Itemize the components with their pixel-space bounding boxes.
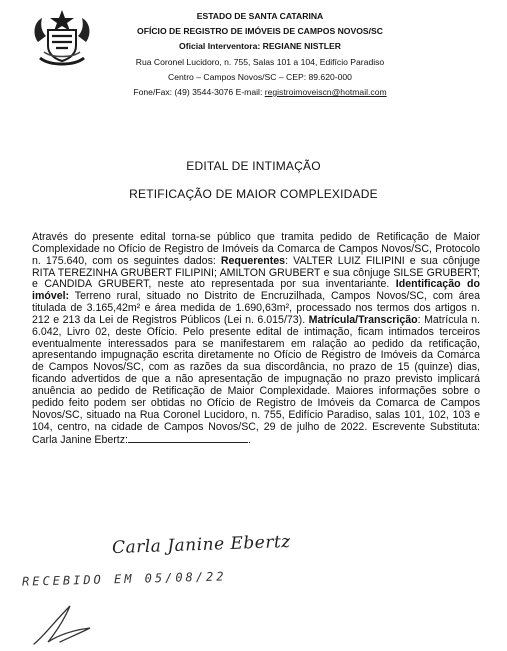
rubric-scribble-icon: [30, 600, 100, 648]
handwritten-signature: Carla Janine Ebertz: [111, 531, 292, 559]
body-identificacao: Terreno rural, situado no Distrito de Encruzilhada, Campos Novos/SC, com área titulada de 3.165,42m² e área medida de 1.690,63m², processado nos termos dos artigos n. 212 e 213 da Lei de Registros Públicos (Lei n. 6.015/73).: [32, 290, 480, 326]
header-interventor: Oficial Interventora: REGIANE NISTLER: [179, 41, 341, 51]
body-requerentes: : VALTER LUIZ FILIPINI e sua cônjuge RITA TEREZINHA GRUBERT FILIPINI; AMILTON GRUBERT e sua cônjuge SILSE GRUBERT; e CANDIDA GRUBERT, neste ato representada por sua inventariante.: [32, 254, 480, 291]
requerentes-label: Requerentes: [220, 254, 286, 267]
document-title: EDITAL DE INTIMAÇÃO: [186, 159, 321, 173]
header-email-link[interactable]: registroimoveiscn@hotmail.com: [264, 87, 387, 97]
edital-body: [32, 232, 480, 447]
state-coat-of-arms-icon: [30, 8, 94, 70]
body-end: .: [247, 434, 251, 447]
received-stamp-note: RECEBIDO EM 05/08/22: [21, 569, 227, 589]
header-phone: Fone/Fax: (49) 3544-3076 E-mail:: [133, 87, 265, 97]
matricula-label: Matrícula/Transcrição: [308, 313, 418, 326]
identificacao-label: Identificação do imóvel:: [32, 278, 480, 303]
body-matricula: : Matrícula n. 6.042, Livro 02, deste Ofício. Pelo presente edital de intimação, ficam intimados terceiros eventualmente interessados para se manifestarem em ralação ao pedido da retificação, apresentando impugnação escrita diretamente no Ofício de Registro de Imóveis da Comarca de Campos Novos/SC, com as razões da sua discordância, no prazo de 15 (quinze) dias, ficando advertidos de que a não apresentação de impugnação no prazo previsto implicará anuência ao pedido de Retificação de Maior Complexidade. Maiores informações sobre o pedido feito podem ser obtidas no Ofício de Registro de Imóveis da Comarca de Campos Novos/SC, situado na Rua Coronel Lucidoro, n. 755, Edifício Paradiso, salas 101, 102, 103 e 104, centro, na cidade de Campos Novos/SC, 29 de julho de 2022. Escrevente Substituta: Carla Janine Ebertz:: [32, 313, 480, 447]
header-state: ESTADO DE SANTA CATARINA: [196, 11, 324, 21]
signature-line: [128, 433, 248, 443]
document-subtitle: RETIFICAÇÃO DE MAIOR COMPLEXIDADE: [129, 187, 378, 201]
header-contact: [100, 87, 420, 97]
header-address-1: Rua Coronel Lucidoro, n. 755, Salas 101 a 104, Edifício Paradiso: [135, 57, 385, 67]
header-office: OFÍCIO DE REGISTRO DE IMÓVEIS DE CAMPOS NOVOS/SC: [137, 26, 383, 36]
body-intro: Através do presente edital torna-se público que tramita pedido de Retificação de Maior Complexidade no Ofício de Registro de Imóveis da Comarca de Campos Novos/SC, Protocolo n. 175.640, com os seguintes dados:: [32, 231, 480, 267]
header-address-2: Centro – Campos Novos/SC – CEP: 89.620-000: [168, 72, 352, 82]
